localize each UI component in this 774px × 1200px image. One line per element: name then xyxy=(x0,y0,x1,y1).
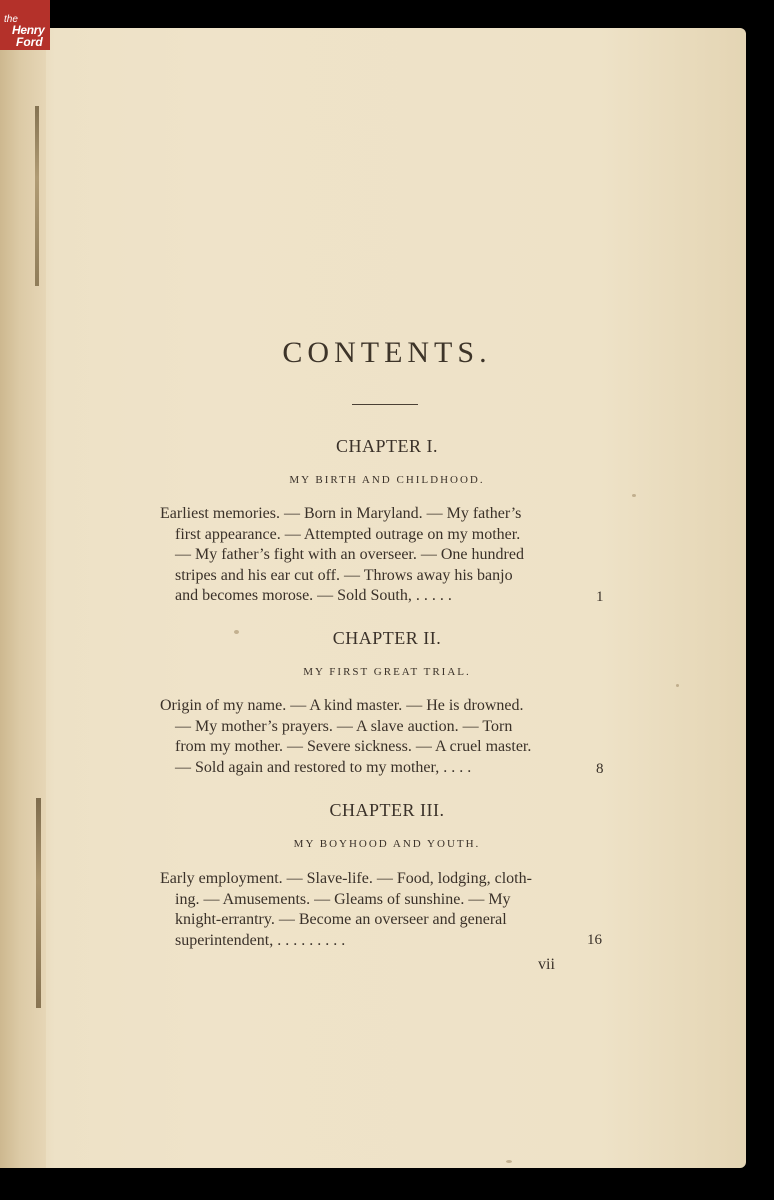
chapter-heading: CHAPTER III. xyxy=(329,800,445,820)
page-number: 8 xyxy=(596,761,604,777)
chapter-summary xyxy=(160,869,575,951)
summary-line: from my mother. — Severe sickness. — A cruel master. xyxy=(175,738,532,755)
logo-text: the xyxy=(4,14,18,25)
summary-line: Early employment. — Slave-life. — Food, lodging, cloth- xyxy=(160,870,532,887)
summary-line: stripes and his ear cut off. — Throws away his banjo xyxy=(175,566,513,584)
chapter-summary xyxy=(160,696,575,778)
chapter-heading: CHAPTER II. xyxy=(332,628,442,648)
chapter-subtitle: MY BOYHOOD AND YOUTH. xyxy=(293,838,481,850)
page-number: 16 xyxy=(587,932,602,948)
chapter-subtitle: MY FIRST GREAT TRIAL. xyxy=(303,666,471,678)
title-rule xyxy=(352,404,418,405)
summary-line: first appearance. — Attempted outrage on my mother. xyxy=(175,525,521,543)
chapter-summary xyxy=(160,504,575,607)
paper-speck xyxy=(676,684,679,687)
logo-text: Henry xyxy=(12,23,45,37)
henry-ford-logo xyxy=(0,0,50,50)
summary-line: Origin of my name. — A kind master. — He is drowned. xyxy=(160,697,524,714)
chapter-heading: CHAPTER I. xyxy=(335,436,438,456)
logo-text: Ford xyxy=(16,35,43,49)
summary-line: superintendent, . . . . . . . . . xyxy=(175,931,346,949)
summary-line: knight-errantry. — Become an overseer and general xyxy=(175,911,507,928)
chapter-subtitle: MY BIRTH AND CHILDHOOD. xyxy=(289,474,485,486)
paper-speck xyxy=(506,1160,512,1163)
summary-line: — My mother’s prayers. — A slave auction. — Torn xyxy=(175,717,513,735)
paper-speck xyxy=(632,494,636,497)
summary-line: and becomes morose. — Sold South, . . . . . xyxy=(175,587,452,604)
page-title: CONTENTS. xyxy=(282,336,492,369)
paper-speck xyxy=(234,630,239,634)
summary-line: — Sold again and restored to my mother, . . . . xyxy=(175,758,472,776)
summary-line: — My father’s fight with an overseer. — One hundred xyxy=(175,546,524,563)
summary-line: Earliest memories. — Born in Maryland. — My father’s xyxy=(160,505,522,522)
page-number: 1 xyxy=(596,589,604,605)
summary-line: ing. — Amusements. — Gleams of sunshine. — My xyxy=(175,890,511,908)
folio-number: vii xyxy=(538,956,555,973)
